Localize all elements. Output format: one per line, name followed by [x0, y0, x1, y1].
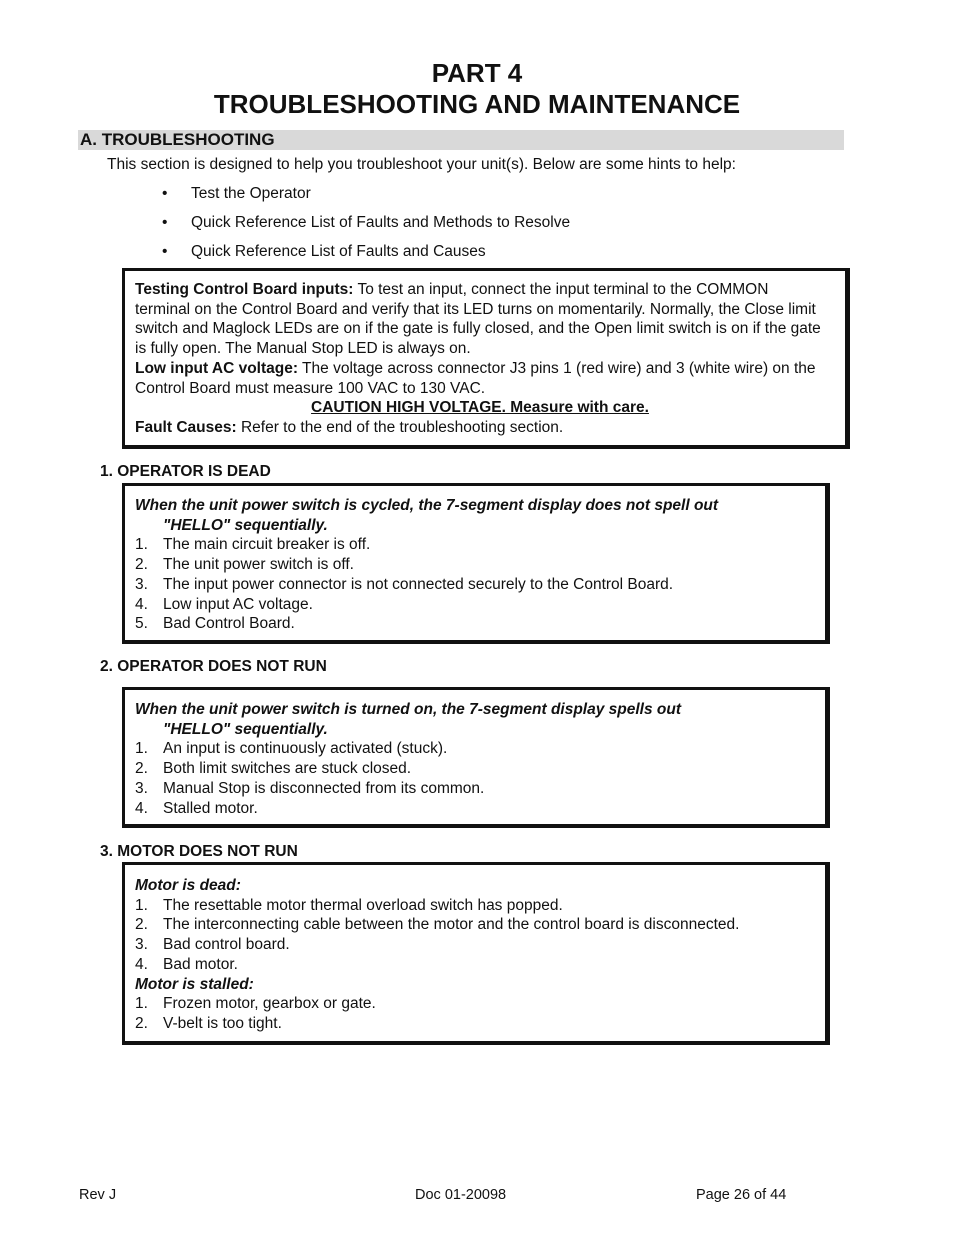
list-item — [135, 595, 825, 615]
condition-text: When the unit power switch is turned on, the 7-segment display spells out — [135, 701, 682, 718]
low-ac-label: Low input AC voltage: — [135, 359, 299, 377]
list-item — [135, 915, 825, 935]
bullet-icon: • — [162, 185, 168, 202]
bullet-icon: • — [162, 214, 168, 231]
list-item — [135, 555, 825, 575]
page-title-part: PART 4 — [431, 58, 523, 88]
subheading-motor-dead: Motor is dead: — [135, 877, 241, 894]
list-item-text: Quick Reference List of Faults and Causes — [191, 243, 486, 260]
list-item — [135, 935, 825, 955]
item-number: 4. — [135, 955, 148, 973]
list-item — [135, 535, 825, 555]
item-number: 2. — [135, 1014, 148, 1032]
list-item — [135, 759, 825, 779]
item-number: 1. — [135, 995, 148, 1013]
item-number: 3. — [135, 779, 148, 797]
list-item — [135, 799, 825, 819]
list-item — [135, 896, 825, 916]
caution-text: CAUTION HIGH VOLTAGE. Measure with care. — [311, 399, 649, 417]
hint-list — [162, 185, 570, 272]
item-number: 3. — [135, 936, 148, 954]
motor-not-run-box — [122, 862, 830, 1045]
page-title: TROUBLESHOOTING AND MAINTENANCE — [213, 89, 741, 119]
fault-paragraph — [135, 418, 825, 438]
list-item — [135, 779, 825, 799]
fault-text: Refer to the end of the troubleshooting section. — [236, 418, 564, 436]
item-text: V-belt is too tight. — [163, 1014, 282, 1032]
item-text: Both limit switches are stuck closed. — [163, 760, 412, 778]
low-ac-paragraph — [135, 359, 825, 398]
intro-text: This section is designed to help you troubleshoot your unit(s). Below are some hints to help: — [107, 156, 736, 173]
item-text: The unit power switch is off. — [163, 556, 354, 574]
testing-paragraph — [135, 280, 825, 359]
list-item — [135, 1014, 825, 1034]
caution-line — [135, 398, 825, 418]
operator-dead-box — [122, 483, 830, 644]
list-item — [135, 614, 825, 634]
condition-text-cont: "HELLO" sequentially. — [163, 720, 328, 738]
list-item — [135, 994, 825, 1014]
item-number: 3. — [135, 575, 148, 593]
item-text: An input is continuously activated (stuck). — [163, 740, 448, 758]
fault-label: Fault Causes: — [135, 418, 237, 436]
list-item — [162, 214, 570, 243]
item-number: 2. — [135, 760, 148, 778]
list-item — [135, 575, 825, 595]
list-item — [135, 955, 825, 975]
operator-not-run-box — [122, 687, 830, 828]
testing-text: To test an input, connect the input terminal to the COMMON terminal on the Control Board and verify that its LED turns on momentarily. Normally, the Close limit switch and Maglock LEDs are on if the gate is fully closed, and the Open limit switch is on if the gate is fully open. The Manual Stop LED is always on. — [135, 281, 821, 358]
list-item-text: Quick Reference List of Faults and Methods to Resolve — [191, 214, 571, 231]
item-number: 5. — [135, 615, 148, 633]
item-text: The resettable motor thermal overload switch has popped. — [163, 896, 563, 914]
list-item — [135, 739, 825, 759]
item-text: Frozen motor, gearbox or gate. — [163, 995, 376, 1013]
low-ac-text: The voltage across connector J3 pins 1 (red wire) and 3 (white wire) on the Control Board must measure 100 VAC to 130 VAC. — [135, 359, 816, 397]
section-heading-troubleshooting — [78, 130, 844, 150]
footer-page-number: Page 26 of 44 — [696, 1187, 787, 1203]
section-heading-operator-not-run: 2. OPERATOR DOES NOT RUN — [100, 658, 327, 675]
info-box — [122, 268, 850, 449]
item-text: The main circuit breaker is off. — [163, 536, 371, 554]
item-number: 1. — [135, 536, 148, 554]
item-number: 2. — [135, 556, 148, 574]
item-text: Bad Control Board. — [163, 615, 295, 633]
list-item-text: Test the Operator — [191, 185, 311, 202]
bullet-icon: • — [162, 243, 168, 260]
list-item — [162, 185, 570, 214]
item-text: Stalled motor. — [163, 799, 258, 817]
item-text: Bad control board. — [163, 936, 290, 954]
item-number: 2. — [135, 916, 148, 934]
item-text: Low input AC voltage. — [163, 595, 313, 613]
item-text: Manual Stop is disconnected from its common. — [163, 779, 485, 797]
section-heading-operator-dead: 1. OPERATOR IS DEAD — [100, 463, 271, 480]
item-number: 4. — [135, 595, 148, 613]
item-number: 1. — [135, 740, 148, 758]
footer-revision: Rev J — [79, 1187, 117, 1203]
item-text: The interconnecting cable between the motor and the control board is disconnected. — [163, 916, 740, 934]
item-number: 1. — [135, 896, 148, 914]
condition-text-cont: "HELLO" sequentially. — [163, 516, 328, 534]
footer-doc-number: Doc 01-20098 — [415, 1187, 507, 1203]
item-text: Bad motor. — [163, 955, 238, 973]
subheading-motor-stalled: Motor is stalled: — [135, 975, 254, 993]
condition-text: When the unit power switch is cycled, the 7-segment display does not spell out — [135, 497, 719, 514]
section-heading-motor-not-run: 3. MOTOR DOES NOT RUN — [100, 843, 298, 860]
testing-label: Testing Control Board inputs: — [135, 281, 354, 298]
item-text: The input power connector is not connected securely to the Control Board. — [163, 575, 674, 593]
item-number: 4. — [135, 799, 148, 817]
section-heading-label: A. TROUBLESHOOTING — [80, 130, 275, 149]
